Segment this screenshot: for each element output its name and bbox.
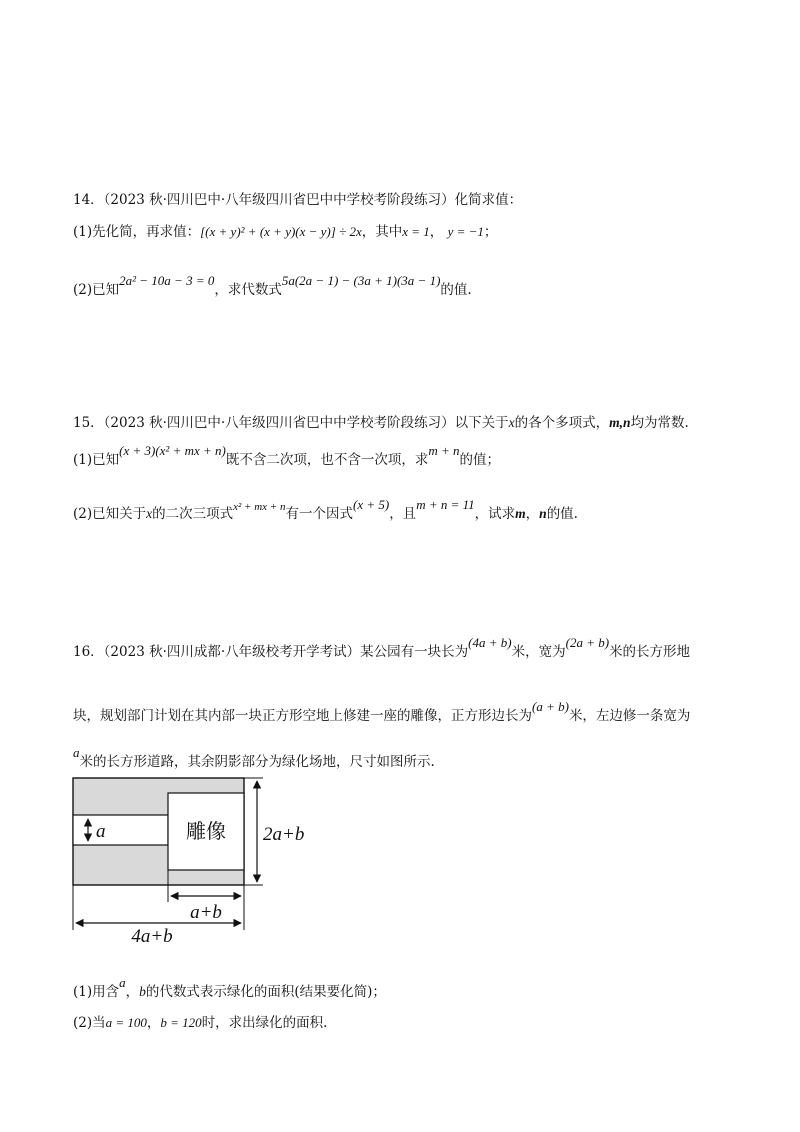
q15-header: 15．（2023 秋·四川巴中·八年级四川省巴中中学校考阶段练习）以下关于x的各个多项式，m,n均为常数. <box>73 415 689 431</box>
road <box>73 815 168 845</box>
q14-header: 14．（2023 秋·四川巴中·八年级四川省巴中中学校考阶段练习）化简求值： <box>73 192 523 208</box>
q14-p1-expression: [(x + y)² + (x + y)(x − y)] ÷ 2x <box>200 224 362 239</box>
q15-part1: (1)已知(x + 3)(x² + mx + n)既不含二次项，也不含一次项，求m + n的值； <box>73 443 501 468</box>
height-label: 2a+b <box>263 824 305 845</box>
park-diagram <box>60 770 350 945</box>
q14-p2-condition: 2a² − 10a − 3 = 0 <box>119 273 215 288</box>
q16-part1: (1)用含a，b的代数式表示绿化的面积(结果要化简)； <box>73 975 386 1000</box>
statue-label: 雕像 <box>186 821 226 843</box>
q16-line1: 16．（2023 秋·四川成都·八年级校考开学考试）某公园有一块长为(4a + b)米，宽为(2a + b)米的长方形地 <box>73 635 691 660</box>
q15-p1-expression: (x + 3)(x² + mx + n) <box>119 443 226 458</box>
q14-p2-expression: 5a(2a − 1) − (3a + 1)(3a − 1) <box>281 273 441 288</box>
q15-part2: (2)已知关于x的二次三项式$^{x^2 + mx + n}$有一个因式(x + 5)，且m + n = 11，试求m，n的值. <box>73 497 578 522</box>
square-side-label: a+b <box>190 902 222 923</box>
road-width-label: a <box>96 821 106 842</box>
q16-part2: (2)当a = 100，b = 120时，求出绿化的面积. <box>73 1015 328 1031</box>
q16-line3: a米的长方形道路，其余阴影部分为绿化场地，尺寸如图所示. <box>73 745 435 770</box>
q14-part2: (2)已知2a² − 10a − 3 = 0，求代数式5a(2a − 1) − (3a + 1)(3a − 1)的值. <box>73 273 472 298</box>
length-label: 4a+b <box>131 926 173 945</box>
q16-line2: 块，规划部门计划在其内部一块正方形空地上修建一座的雕像，正方形边长为(a + b)米，左边修一条宽为 <box>73 699 691 724</box>
q14-part1: (1)先化简，再求值：[(x + y)² + (x + y)(x − y)] ÷ 2x，其中x = 1， y = −1； <box>73 224 498 240</box>
